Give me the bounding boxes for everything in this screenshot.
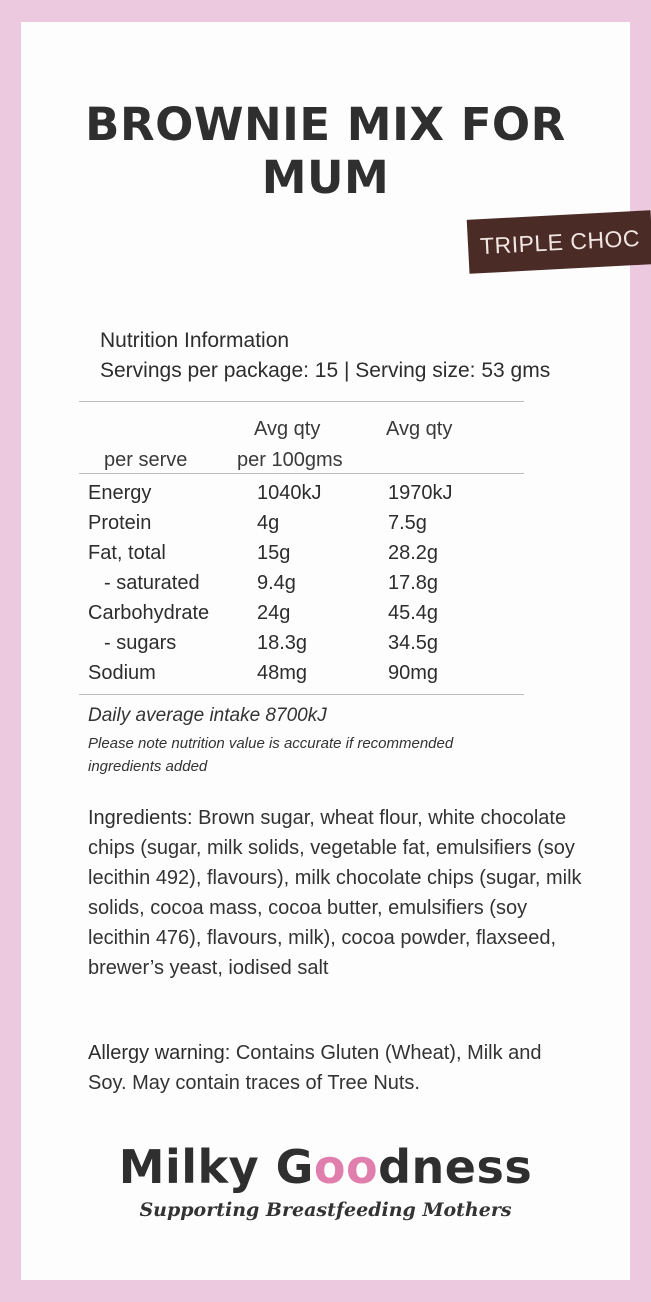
nutrient-100g-value: 1970kJ bbox=[388, 482, 453, 504]
brand-name-oo: oo bbox=[313, 1140, 379, 1194]
nutrient-label: Protein bbox=[88, 512, 152, 534]
nutrient-serve-value: 48mg bbox=[257, 662, 308, 684]
nutrient-100g-value: 90mg bbox=[388, 662, 439, 684]
allergy-section bbox=[88, 1038, 558, 1098]
ingredients-section bbox=[88, 803, 588, 983]
nutrient-label: Carbohydrate bbox=[88, 602, 210, 624]
nutrition-heading: Nutrition Information bbox=[100, 329, 290, 352]
nutrient-100g-value: 34.5g bbox=[388, 632, 439, 654]
flavour-label: TRIPLE CHOC bbox=[479, 224, 641, 259]
nutrient-label: - sugars bbox=[104, 632, 177, 654]
col-label-header: per serve bbox=[104, 449, 188, 471]
table-top-rule bbox=[79, 401, 524, 402]
nutrient-100g-value: 7.5g bbox=[388, 512, 427, 534]
nutrition-header bbox=[100, 326, 550, 386]
servings-line: Servings per package: 15 | Serving size: 53 gms bbox=[100, 359, 551, 382]
nutrient-serve-value: 4g bbox=[257, 512, 280, 534]
nutrition-note: Please note nutrition value is accurate if recommended ingredients added bbox=[88, 735, 454, 775]
nutrient-100g-value: 45.4g bbox=[388, 602, 439, 624]
daily-intake: Daily average intake 8700kJ bbox=[88, 705, 327, 726]
brand-name-start: Milky G bbox=[118, 1140, 314, 1194]
allergy-text: Contains Gluten (Wheat), Milk and Soy. May contain traces of Tree Nuts. bbox=[88, 1042, 542, 1094]
nutrient-label: - saturated bbox=[104, 572, 200, 594]
col-100g-subheader: per 100gms bbox=[237, 449, 343, 471]
col-100g-header: Avg qty bbox=[386, 418, 453, 440]
flavour-tag bbox=[467, 210, 651, 274]
nutrient-serve-value: 15g bbox=[257, 542, 291, 564]
brand-tagline: Supporting Breastfeeding Mothers bbox=[139, 1199, 512, 1221]
table-bottom-rule bbox=[79, 694, 524, 695]
product-title: BROWNIE MIX FOR MUM bbox=[85, 98, 566, 204]
ingredients-label: Ingredients: bbox=[88, 807, 193, 829]
allergy-label: Allergy warning: bbox=[88, 1042, 231, 1064]
nutrient-serve-value: 9.4g bbox=[257, 572, 296, 594]
nutrient-100g-value: 17.8g bbox=[388, 572, 439, 594]
nutrient-label: Fat, total bbox=[88, 542, 166, 564]
nutrient-serve-value: 24g bbox=[257, 602, 291, 624]
brand-name-end: dness bbox=[378, 1140, 533, 1194]
nutrient-label: Energy bbox=[88, 482, 152, 504]
ingredients-text: Brown sugar, wheat flour, white chocolate chips (sugar, milk solids, vegetable fat, emulsifiers (soy lecithin 492), flavours), milk chocolate chips (sugar, milk solids, cocoa mass, cocoa butter, emulsifiers (soy lecithin 476), flavours, milk), cocoa powder, flaxseed, brewer’s yeast, iodised salt bbox=[88, 807, 582, 979]
nutrient-serve-value: 18.3g bbox=[257, 632, 308, 654]
brand-logo bbox=[0, 1140, 651, 1194]
nutrient-label: Sodium bbox=[88, 662, 156, 684]
nutrient-100g-value: 28.2g bbox=[388, 542, 439, 564]
col-serve-header: Avg qty bbox=[254, 418, 321, 440]
nutrient-serve-value: 1040kJ bbox=[257, 482, 322, 504]
table-header-rule bbox=[79, 473, 524, 474]
